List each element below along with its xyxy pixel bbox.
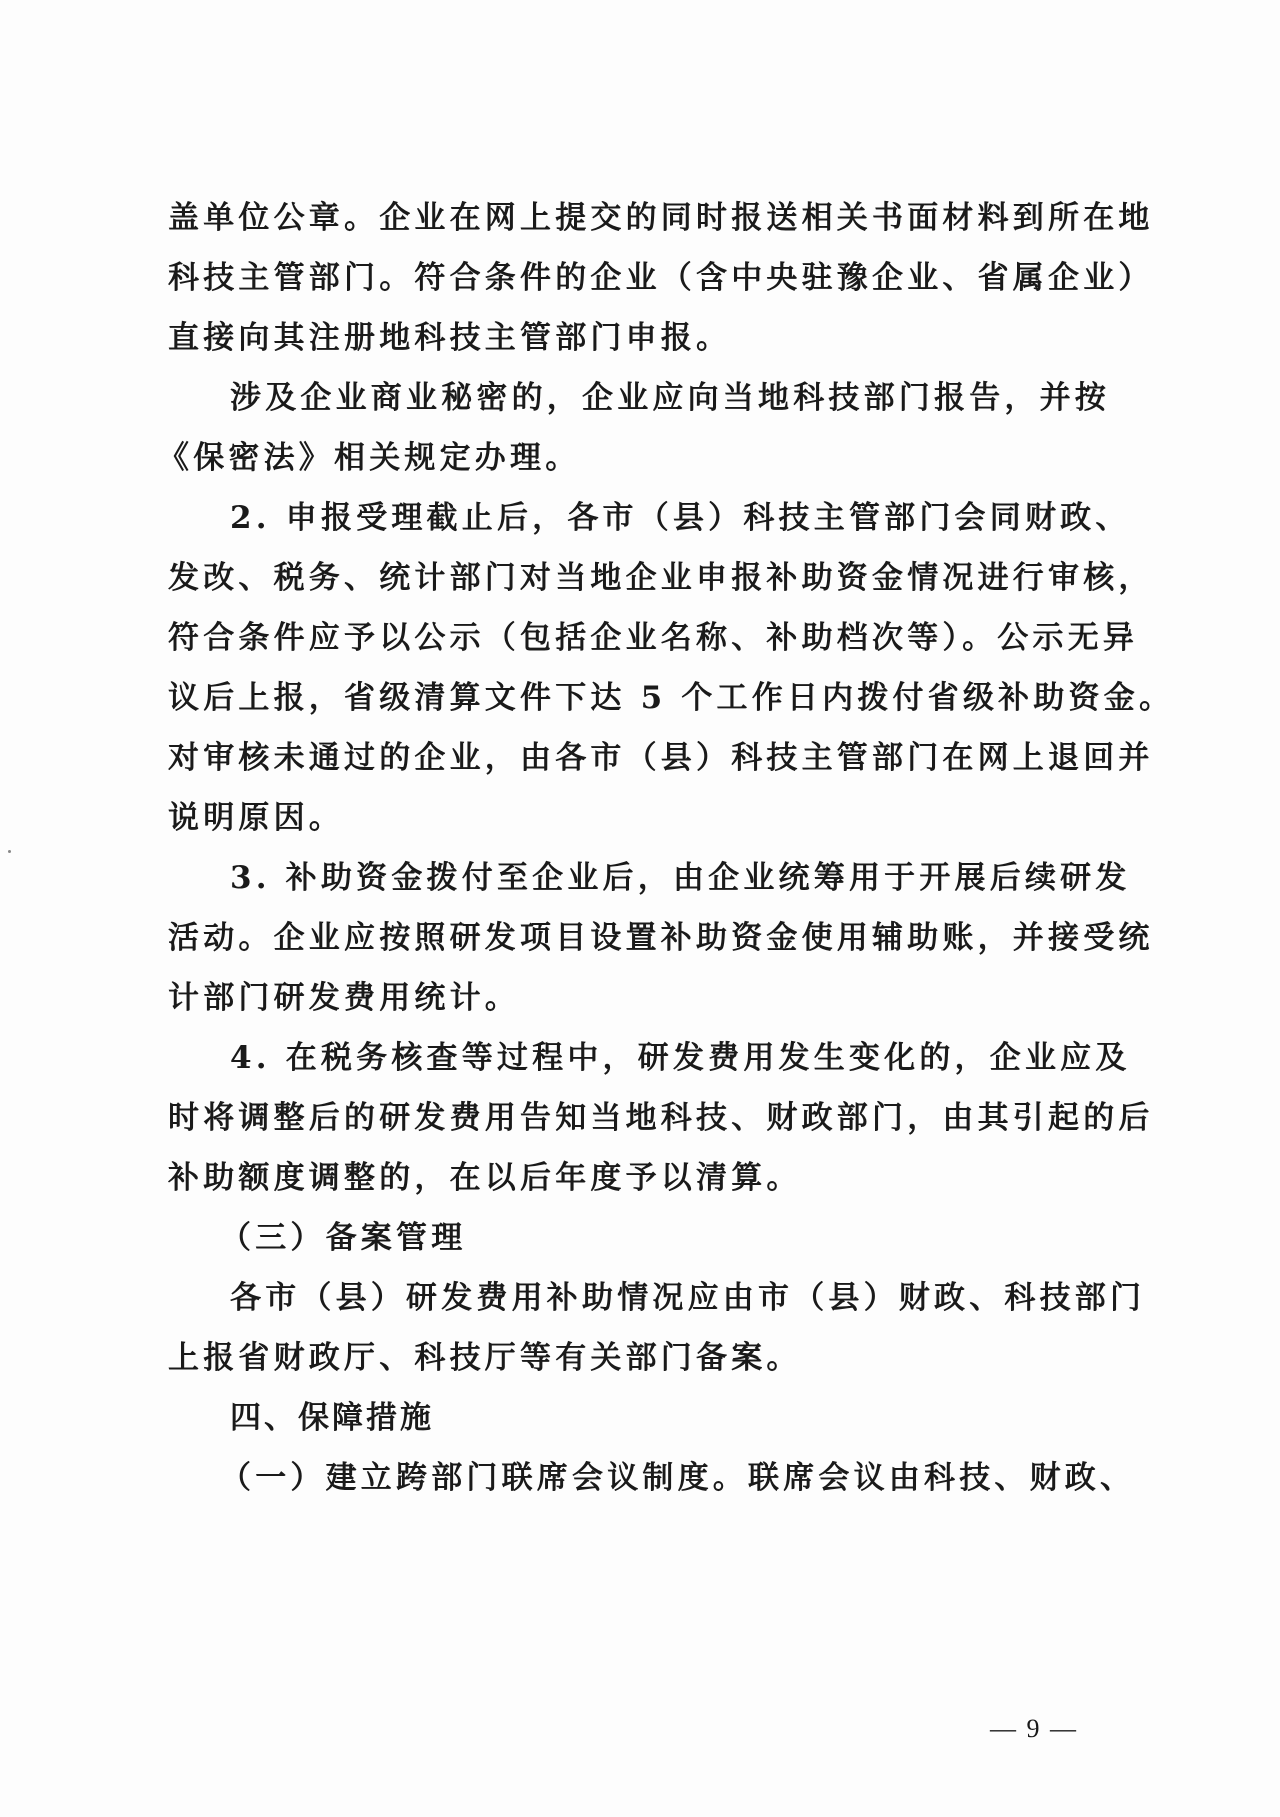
body-line-8: 符合条件应予以公示（包括企业名称、补助档次等）。公示无异 — [168, 620, 1139, 656]
subsection-heading: （三）备案管理 — [220, 1220, 467, 1256]
body-line-4: 涉及企业商业秘密的，企业应向当地科技部门报告，并按 — [230, 380, 1110, 416]
body-line-20: 上报省财政厅、科技厅等有关部门备案。 — [168, 1340, 802, 1376]
section-heading: 四、保障措施 — [230, 1400, 434, 1436]
page-number: — 9 — — [990, 1714, 1078, 1743]
body-line-7: 发改、税务、统计部门对当地企业申报补助资金情况进行审核， — [168, 560, 1154, 596]
body-line-6: 2. 申报受理截止后，各市（县）科技主管部门会同财政、 — [230, 500, 1131, 536]
body-line-10: 对审核未通过的企业，由各市（县）科技主管部门在网上退回并 — [168, 740, 1154, 776]
scan-mark — [8, 850, 11, 853]
body-line-1: 盖单位公章。企业在网上提交的同时报送相关书面材料到所在地 — [168, 200, 1154, 236]
body-line-16: 时将调整后的研发费用告知当地科技、财政部门，由其引起的后 — [168, 1100, 1154, 1136]
body-line-11: 说明原因。 — [168, 800, 344, 836]
body-line-22: （一）建立跨部门联席会议制度。联席会议由科技、财政、 — [220, 1460, 1136, 1496]
body-line-3: 直接向其注册地科技主管部门申报。 — [168, 320, 732, 356]
body-line-13: 活动。企业应按照研发项目设置补助资金使用辅助账，并接受统 — [168, 920, 1154, 956]
body-line-2: 科技主管部门。符合条件的企业（含中央驻豫企业、省属企业） — [168, 260, 1154, 296]
body-line-5: 《保密法》相关规定办理。 — [158, 440, 581, 476]
body-line-15: 4. 在税务核查等过程中，研发费用发生变化的，企业应及 — [230, 1040, 1131, 1076]
body-line-12: 3. 补助资金拨付至企业后，由企业统筹用于开展后续研发 — [230, 860, 1131, 896]
body-line-14: 计部门研发费用统计。 — [168, 980, 520, 1016]
body-line-9: 议后上报，省级清算文件下达 5 个工作日内拨付省级补助资金。 — [168, 680, 1175, 716]
body-line-17: 补助额度调整的，在以后年度予以清算。 — [168, 1160, 802, 1196]
body-line-19: 各市（县）研发费用补助情况应由市（县）财政、科技部门 — [230, 1280, 1146, 1316]
